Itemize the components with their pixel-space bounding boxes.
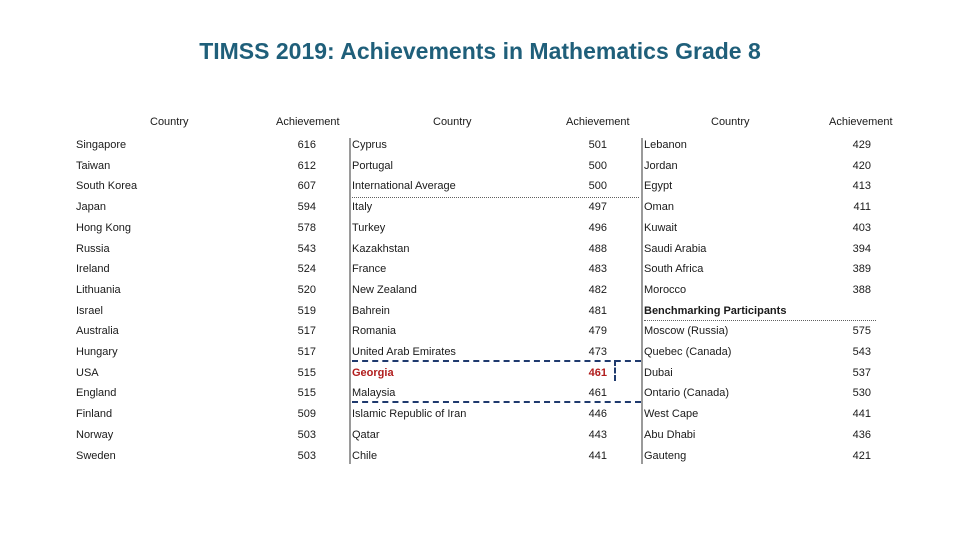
achievement-cell-2: 461	[588, 366, 607, 379]
country-cell-1: Japan	[76, 201, 106, 214]
achievement-cell-2: 500	[588, 180, 607, 193]
country-cell-1: Ireland	[76, 263, 110, 276]
country-cell-1: Sweden	[76, 449, 116, 462]
country-cell-3: Dubai	[644, 366, 673, 379]
achievement-cell-3: 420	[852, 159, 871, 172]
country-cell-3: Moscow (Russia)	[644, 325, 729, 338]
achievement-cell-1: 520	[297, 283, 316, 296]
country-cell-3: Ontario (Canada)	[644, 387, 729, 400]
country-cell-1: England	[76, 387, 117, 400]
achievement-cell-3: 403	[852, 221, 871, 234]
achievement-cell-1: 607	[297, 180, 316, 193]
achievement-cell-1: 616	[297, 139, 316, 151]
achievement-cell-2: 482	[588, 283, 607, 296]
cutoff-dashed-side	[614, 360, 616, 381]
country-cell-3: Morocco	[644, 283, 687, 296]
achievement-cell-2: 443	[588, 428, 607, 441]
country-cell-2: Cyprus	[352, 139, 387, 151]
header-country-2: Country	[433, 116, 472, 128]
country-cell-1: USA	[76, 366, 99, 379]
achievement-cell-1: 517	[297, 325, 316, 338]
country-cell-3: Jordan	[644, 159, 678, 172]
achievement-cell-2: 483	[588, 263, 607, 276]
achievement-cell-2: 501	[588, 139, 607, 151]
country-cell-1: Finland	[76, 408, 113, 421]
country-cell-1: Israel	[76, 304, 103, 317]
achievement-cell-2: 481	[588, 304, 607, 317]
country-cell-2: New Zealand	[352, 283, 417, 296]
achievement-cell-3: 429	[852, 139, 871, 151]
achievement-cell-3: 441	[852, 408, 871, 421]
achievement-cell-1: 515	[297, 366, 316, 379]
country-cell-2: Romania	[352, 325, 397, 338]
header-achievement-2: Achievement	[566, 116, 630, 128]
country-cell-1: Lithuania	[76, 283, 121, 296]
country-cell-2: France	[352, 263, 387, 276]
country-cell-2: Georgia	[352, 366, 394, 379]
column-divider-2	[641, 138, 643, 464]
achievement-cell-3: 537	[852, 366, 871, 379]
header-achievement-1: Achievement	[276, 116, 340, 128]
cutoff-dashed-bottom	[352, 401, 641, 403]
country-cell-2: Chile	[352, 449, 378, 462]
achievement-cell-3: 436	[852, 428, 871, 441]
achievement-cell-1: 594	[297, 201, 316, 214]
header-country-3: Country	[711, 116, 750, 128]
achievement-cell-1: 524	[297, 263, 316, 276]
achievement-cell-1: 519	[297, 304, 316, 317]
country-cell-3: South Africa	[644, 263, 704, 276]
country-cell-1: Singapore	[76, 139, 127, 151]
country-cell-1: Norway	[76, 428, 114, 441]
achievement-cell-1: 612	[297, 159, 316, 172]
country-cell-1: Russia	[76, 242, 110, 255]
achievement-cell-3: 530	[852, 387, 871, 400]
achievement-cell-2: 497	[588, 201, 607, 214]
country-cell-3: Gauteng	[644, 449, 687, 462]
achievement-cell-1: 543	[297, 242, 316, 255]
header-achievement-3: Achievement	[829, 116, 893, 128]
achievement-cell-2: 500	[588, 159, 607, 172]
country-cell-3: Lebanon	[644, 139, 687, 151]
achievement-cell-2: 473	[588, 346, 607, 358]
achievement-cell-3: 394	[852, 242, 871, 255]
country-cell-3: Saudi Arabia	[644, 242, 707, 255]
achievement-cell-3: 575	[852, 325, 871, 338]
achievement-cell-2: 496	[588, 221, 607, 234]
achievement-cell-2: 441	[588, 449, 607, 462]
country-cell-3: Kuwait	[644, 221, 678, 234]
achievement-cell-3: 413	[852, 180, 871, 193]
country-cell-2: Malaysia	[352, 387, 396, 400]
country-cell-1: Australia	[76, 325, 119, 338]
country-cell-3: Benchmarking Participants	[644, 304, 787, 317]
country-cell-2: International Average	[352, 180, 456, 193]
country-cell-3: Quebec (Canada)	[644, 346, 732, 358]
column-divider-1	[349, 138, 351, 464]
average-row-underline	[352, 197, 639, 198]
achievement-cell-1: 509	[297, 408, 316, 421]
country-cell-3: Abu Dhabi	[644, 428, 696, 441]
achievement-cell-1: 515	[297, 387, 316, 400]
country-cell-2: Qatar	[352, 428, 380, 441]
achievement-cell-3: 389	[852, 263, 871, 276]
cutoff-dashed-top	[352, 360, 641, 362]
achievement-cell-3: 411	[853, 201, 871, 214]
achievement-cell-1: 503	[297, 449, 316, 462]
achievement-cell-3: 543	[852, 346, 871, 358]
country-cell-2: Turkey	[352, 221, 386, 234]
country-cell-2: Islamic Republic of Iran	[352, 408, 467, 421]
country-cell-1: South Korea	[76, 180, 138, 193]
country-cell-2: Portugal	[352, 159, 393, 172]
country-cell-2: Kazakhstan	[352, 242, 410, 255]
achievement-cell-3: 421	[852, 449, 871, 462]
achievement-cell-1: 517	[297, 346, 316, 358]
country-cell-1: Hong Kong	[76, 221, 132, 234]
achievement-cell-2: 488	[588, 242, 607, 255]
country-cell-2: Italy	[352, 201, 373, 214]
country-cell-3: Oman	[644, 201, 674, 214]
benchmark-row-underline	[644, 320, 876, 321]
country-cell-2: United Arab Emirates	[352, 346, 456, 358]
achievement-cell-2: 461	[588, 387, 607, 400]
country-cell-1: Hungary	[76, 346, 118, 358]
achievement-cell-1: 503	[297, 428, 316, 441]
achievement-cell-3: 388	[852, 283, 871, 296]
achievement-cell-2: 446	[588, 408, 607, 421]
country-cell-1: Taiwan	[76, 159, 111, 172]
page-title: TIMSS 2019: Achievements in Mathematics Grade 8	[199, 38, 761, 64]
country-cell-2: Bahrein	[352, 304, 390, 317]
country-cell-3: Egypt	[644, 180, 673, 193]
header-country-1: Country	[150, 116, 189, 128]
achievement-cell-1: 578	[297, 221, 316, 234]
country-cell-3: West Cape	[644, 408, 699, 421]
achievement-cell-2: 479	[588, 325, 607, 338]
